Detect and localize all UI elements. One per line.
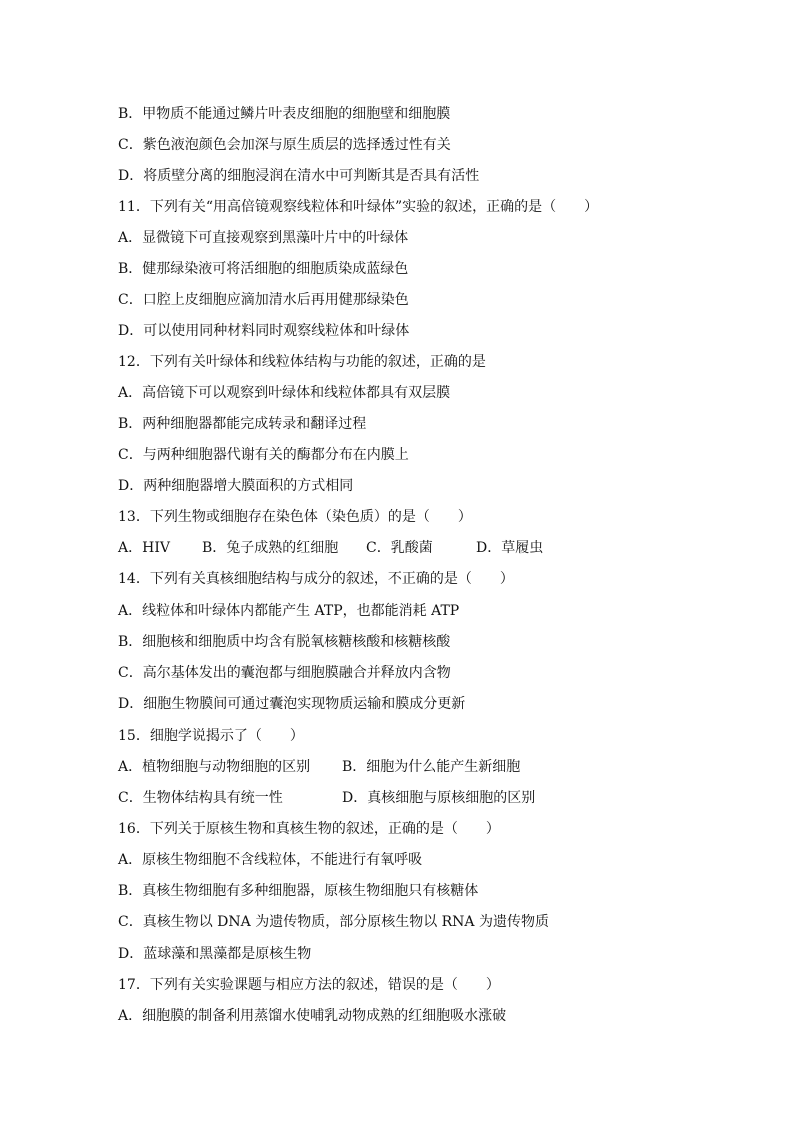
- q10-option-d: D．将质壁分离的细胞浸润在清水中可判断其是否具有活性: [118, 168, 480, 184]
- q13-options: [118, 538, 543, 558]
- q15-option-a: A．植物细胞与动物细胞的区别: [118, 759, 311, 775]
- q15-option-d: D．真核细胞与原核细胞的区别: [342, 790, 536, 806]
- q14-stem: 14．下列有关真核细胞结构与成分的叙述，不正确的是（ ）: [118, 571, 514, 587]
- q12-option-d: D．两种细胞器增大膜面积的方式相同: [118, 478, 354, 494]
- q12-option-a: A．高倍镜下可以观察到叶绿体和线粒体都具有双层膜: [118, 385, 451, 401]
- q13-option-a: A．HIV: [118, 540, 170, 556]
- q16-option-d: D．蓝球藻和黑藻都是原核生物: [118, 946, 312, 962]
- q12-stem: 12．下列有关叶绿体和线粒体结构与功能的叙述，正确的是: [118, 354, 486, 370]
- q11-stem: 11．下列有关“用高倍镜观察线粒体和叶绿体”实验的叙述，正确的是（ ）: [118, 199, 599, 215]
- q14-option-a: A．线粒体和叶绿体内都能产生 ATP，也都能消耗 ATP: [118, 603, 460, 619]
- q17-stem: 17．下列有关实验课题与相应方法的叙述，错误的是（ ）: [118, 977, 500, 993]
- q11-option-c: C．口腔上皮细胞应滴加清水后再用健那绿染色: [118, 292, 409, 308]
- q15-options-row2: [118, 788, 535, 808]
- q15-option-b: B．细胞为什么能产生新细胞: [342, 759, 521, 775]
- q16-option-c: C．真核生物以 DNA 为遗传物质，部分原核生物以 RNA 为遗传物质: [118, 914, 549, 930]
- q14-option-b: B．细胞核和细胞质中均含有脱氧核糖核酸和核糖核酸: [118, 634, 451, 650]
- q11-option-d: D．可以使用同种材料同时观察线粒体和叶绿体: [118, 323, 410, 339]
- q14-option-d: D．细胞生物膜间可通过囊泡实现物质运输和膜成分更新: [118, 696, 466, 712]
- q12-option-c: C．与两种细胞器代谢有关的酶都分布在内膜上: [118, 447, 409, 463]
- q13-option-c: C．乳酸菌: [366, 540, 433, 556]
- q15-options-row1: [118, 757, 520, 777]
- q16-option-a: A．原核生物细胞不含线粒体，不能进行有氧呼吸: [118, 852, 423, 868]
- q11-option-a: A．显微镜下可直接观察到黑藻叶片中的叶绿体: [118, 230, 409, 246]
- q16-option-b: B．真核生物细胞有多种细胞器，原核生物细胞只有核糖体: [118, 883, 479, 899]
- q15-stem: 15．细胞学说揭示了（ ）: [118, 728, 304, 744]
- q13-option-d: D．草履虫: [476, 540, 544, 556]
- q17-option-a: A．细胞膜的制备利用蒸馏水使哺乳动物成熟的红细胞吸水涨破: [118, 1008, 507, 1024]
- q12-option-b: B．两种细胞器都能完成转录和翻译过程: [118, 416, 367, 432]
- q15-option-c: C．生物体结构具有统一性: [118, 790, 283, 806]
- q16-stem: 16．下列关于原核生物和真核生物的叙述，正确的是（ ）: [118, 821, 500, 837]
- q13-option-b: B．兔子成熟的红细胞: [202, 540, 339, 556]
- q10-option-b: B．甲物质不能通过鳞片叶表皮细胞的细胞壁和细胞膜: [118, 106, 451, 122]
- q11-option-b: B．健那绿染液可将活细胞的细胞质染成蓝绿色: [118, 261, 409, 277]
- q14-option-c: C．高尔基体发出的囊泡都与细胞膜融合并释放内含物: [118, 665, 451, 681]
- q10-option-c: C．紫色液泡颜色会加深与原生质层的选择透过性有关: [118, 137, 451, 153]
- q13-stem: 13．下列生物或细胞存在染色体（染色质）的是（ ）: [118, 509, 472, 525]
